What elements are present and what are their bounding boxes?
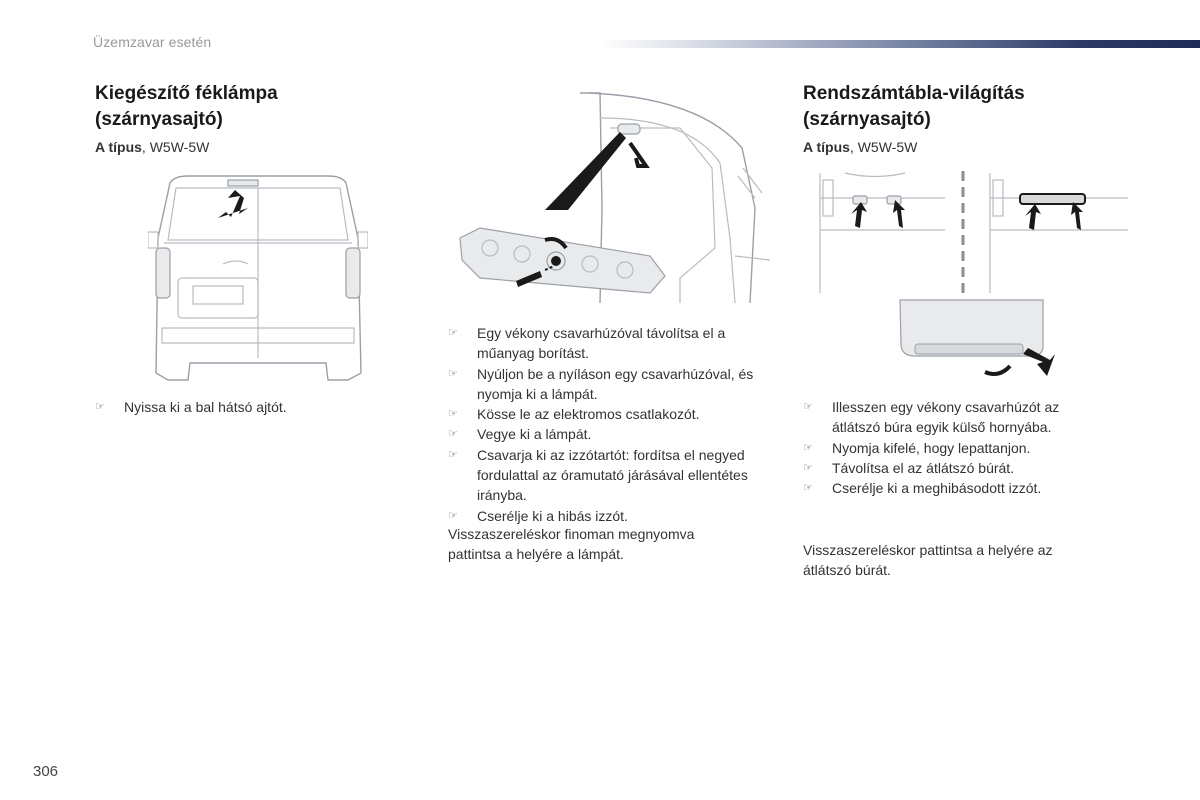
list-item-text: Csavarja ki az izzótartót: fordítsa el negyed fordulattal az óramutató járásával ellentétes irányba. <box>477 446 748 504</box>
pointing-hand-icon: ☞ <box>95 401 105 413</box>
left-heading-line2: (szárnyasajtó) <box>95 109 223 130</box>
pointing-hand-icon: ☞ <box>803 401 813 413</box>
right-type-value: , W5W-5W <box>849 139 918 155</box>
pointing-hand-icon: ☞ <box>448 448 458 461</box>
list-item-text: Vegye ki a lámpát. <box>477 426 592 443</box>
right-type-label: A típus <box>803 139 850 155</box>
list-item-text: Távolítsa el az átlátszó búrát. <box>832 459 1015 476</box>
list-item-text: Kösse le az elektromos csatlakozót. <box>477 406 700 423</box>
list-item <box>448 364 766 405</box>
list-item <box>448 424 766 444</box>
list-item <box>448 323 766 364</box>
right-heading <box>803 81 1025 133</box>
list-item <box>803 397 1103 438</box>
left-type-line <box>95 139 209 155</box>
list-item-text: Cserélje ki a hibás izzót. <box>477 507 628 524</box>
page-number: 306 <box>33 763 59 780</box>
pointing-hand-icon: ☞ <box>448 408 458 421</box>
list-item-text: Egy vékony csavarhúzóval távolítsa el a műanyag borítást. <box>477 325 726 362</box>
pointing-hand-icon: ☞ <box>448 367 458 380</box>
pointing-hand-icon: ☞ <box>448 327 458 339</box>
pointing-hand-icon: ☞ <box>448 428 458 441</box>
list-item-text: Nyissa ki a bal hátsó ajtót. <box>124 399 287 415</box>
pointing-hand-icon: ☞ <box>803 441 813 454</box>
list-item-text: Illesszen egy vékony csavarhúzót az átlátszó búra egyik külső hornyába. <box>832 399 1060 436</box>
list-item <box>448 445 766 506</box>
right-steps-list <box>803 397 1103 498</box>
right-heading-line2: (szárnyasajtó) <box>803 109 931 130</box>
middle-steps-list <box>448 323 766 526</box>
left-type-label: A típus <box>95 139 142 155</box>
pointing-hand-icon: ☞ <box>448 509 458 522</box>
list-item-text: Nyomja kifelé, hogy lepattanjon. <box>832 439 1031 456</box>
right-note: Visszaszereléskor pattintsa a helyére az átlátszó búrát. <box>803 542 1053 579</box>
pointing-hand-icon: ☞ <box>803 482 813 495</box>
list-item <box>448 404 766 424</box>
list-item <box>448 506 766 526</box>
list-item <box>803 438 1103 458</box>
license-plate-lamp-illustration <box>815 168 1133 383</box>
list-item <box>803 458 1103 478</box>
pointing-hand-icon: ☞ <box>803 461 813 474</box>
list-item <box>95 397 385 417</box>
section-title: Üzemzavar esetén <box>93 34 212 50</box>
left-heading-line1: Kiegészítő féklámpa <box>95 83 278 104</box>
van-rear-illustration <box>148 168 368 383</box>
list-item-text: Cserélje ki a meghibásodott izzót. <box>832 480 1042 497</box>
middle-note: Visszaszereléskor finoman megnyomva pattintsa a helyére a lámpát. <box>448 526 695 563</box>
right-type-line <box>803 139 917 155</box>
brake-lamp-removal-illustration <box>450 88 780 306</box>
list-item-text: Nyúljon be a nyíláson egy csavarhúzóval, és nyomja ki a lámpát. <box>477 365 754 402</box>
left-steps-list <box>95 397 385 417</box>
left-type-value: , W5W-5W <box>141 139 210 155</box>
left-heading <box>95 81 278 133</box>
right-heading-line1: Rendszámtábla-világítás <box>803 83 1025 104</box>
list-item <box>803 478 1103 498</box>
header-decorative-bar <box>600 40 1200 48</box>
